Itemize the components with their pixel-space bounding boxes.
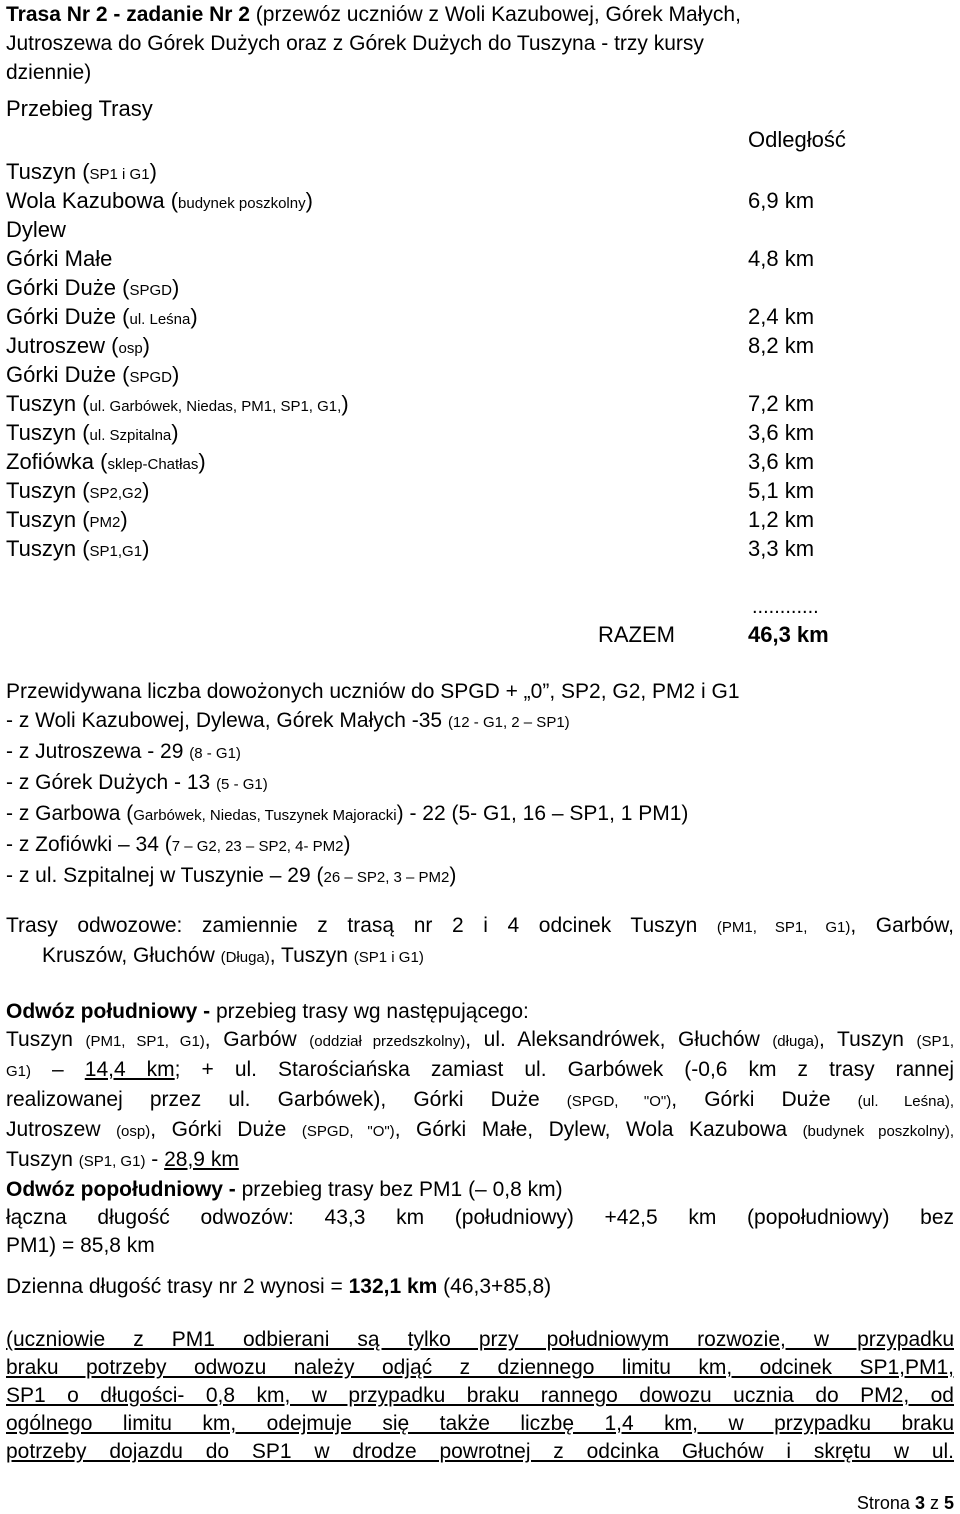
return-routes	[6, 912, 954, 972]
route-place	[6, 389, 349, 421]
daily-text: Dzienna długość trasy nr 2 wynosi =	[6, 1275, 349, 1298]
route-place-name: Tuszyn (	[6, 536, 90, 561]
route-place	[6, 447, 206, 479]
route-row	[6, 389, 946, 418]
route-place-end: )	[142, 478, 150, 503]
south-l1-1: (PM1, SP1, G1)	[85, 1033, 205, 1050]
return-line1-text: Trasy odwozowe: zamiennie z trasą nr 2 i 4 odcinek Tuszyn	[6, 914, 717, 937]
route-row	[6, 244, 946, 273]
south-l2-1: –	[31, 1058, 85, 1081]
south-l4-5: (budynek poszkolny),	[802, 1123, 954, 1140]
route-row	[6, 302, 946, 331]
return-line2-text: Kruszów, Głuchów	[42, 944, 221, 967]
return-line2-mid: , Tuszyn	[269, 944, 354, 967]
route-place-name: Górki Duże (	[6, 362, 130, 387]
title-line3: dziennie)	[6, 61, 92, 84]
afternoon-heading-bold: Odwóz popołudniowy -	[6, 1178, 236, 1201]
student-item-end: )	[343, 833, 351, 856]
route-distance: 4,8 km	[748, 246, 815, 271]
south-l4-0: Jutroszew	[6, 1118, 117, 1141]
footer-d: 5	[943, 1493, 954, 1513]
page-number	[857, 1493, 954, 1514]
route-place-end: )	[142, 333, 150, 358]
south-l3-1: (SPGD, "O")	[566, 1093, 672, 1110]
students-heading: Przewidywana liczba dowożonych uczniów do SPGD + „0”, SP2, G2, PM2 i G1	[6, 680, 740, 703]
route-place-end: )	[172, 362, 180, 387]
route-place-note: ul. Leśna	[129, 311, 191, 328]
route-distance: 8,2 km	[748, 333, 815, 358]
student-item-note: (12 - G1, 2 – SP1)	[447, 714, 570, 731]
route-distance: 3,6 km	[748, 449, 815, 474]
route-heading: Przebieg Trasy	[6, 96, 153, 121]
route-place-end: )	[171, 420, 179, 445]
route-place	[6, 331, 150, 363]
sum-dots: ............	[752, 596, 819, 618]
route-place-note: SP2,G2	[89, 485, 143, 502]
student-item-end: ) - 22 (5- G1, 16 – SP1, 1 PM1)	[396, 802, 689, 825]
document-title	[6, 0, 954, 87]
students-list	[6, 706, 954, 892]
route-place-name: Tuszyn (	[6, 507, 90, 532]
south-section	[6, 998, 954, 1260]
note-line3: SP1 o długości- 0,8 km, w przypadku braku rannego dowozu ucznia do PM2, od	[6, 1384, 954, 1407]
student-item-text: - z Zofiówki – 34 (	[6, 833, 172, 856]
route-place-note: SPGD	[129, 282, 172, 299]
south-l1-6: , Tuszyn	[819, 1028, 917, 1051]
sum-label: RAZEM	[598, 622, 675, 647]
south-l1-0: Tuszyn	[6, 1028, 86, 1051]
route-place	[6, 534, 149, 566]
south-l1-3: (oddział przedszkolny)	[309, 1033, 466, 1050]
south-l4-1: (osp)	[116, 1123, 151, 1140]
daily-calc: (46,3+85,8)	[437, 1275, 552, 1298]
south-l3-2: , Górki Duże	[671, 1088, 858, 1111]
return-line2-note: (Długa)	[220, 949, 270, 966]
student-item-note: Garbówek, Niedas, Tuszynek Majoracki	[133, 807, 397, 824]
route-place-note: ul. Szpitalna	[89, 427, 172, 444]
student-item	[6, 768, 954, 799]
distance-heading: Odległość	[748, 127, 846, 152]
note-line1: (uczniowie z PM1 odbierani są tylko przy południowym rozwozie, w przypadku	[6, 1328, 954, 1351]
route-place-end: )	[149, 159, 157, 184]
route-row	[6, 447, 946, 476]
route-place-note: sklep-Chatłas	[107, 456, 199, 473]
route-row	[6, 215, 946, 244]
route-row	[6, 505, 946, 534]
student-item	[6, 706, 954, 737]
route-place-name: Górki Duże (	[6, 275, 130, 300]
route-place	[6, 215, 66, 247]
route-row	[6, 476, 946, 505]
student-item-note: 7 – G2, 23 – SP2, 4- PM2	[171, 838, 344, 855]
route-place	[6, 186, 313, 218]
south-l2-3: ; + ul. Starościańska zamiast ul. Garbówek (-0,6 km z trasy rannej	[174, 1058, 954, 1081]
route-distance: 6,9 km	[748, 188, 815, 213]
afternoon-line2: PM1) = 85,8 km	[6, 1234, 155, 1257]
south-l4-2: , Górki Duże	[150, 1118, 302, 1141]
sum-value: 46,3 km	[748, 622, 829, 647]
return-line1-note: (PM1, SP1, G1)	[716, 919, 851, 936]
route-distance: 3,6 km	[748, 420, 815, 445]
route-row	[6, 157, 946, 186]
south-l5-3: 28,9 km	[164, 1148, 239, 1171]
title-line2: Jutroszewa do Górek Dużych oraz z Górek Dużych do Tuszyna - trzy kursy	[6, 32, 704, 55]
student-item-text: - z Górek Dużych - 13	[6, 771, 217, 794]
south-l5-1: (SP1, G1)	[78, 1153, 146, 1170]
route-distance: 3,3 km	[748, 536, 815, 561]
route-place-end: )	[142, 536, 150, 561]
students-section	[6, 677, 954, 892]
return-line2-note2: (SP1 i G1)	[353, 949, 424, 966]
footer-b: 3	[914, 1493, 925, 1513]
student-item-text: - z ul. Szpitalnej w Tuszynie – 29 (	[6, 864, 324, 887]
daily-total	[6, 1272, 954, 1301]
student-item-text: - z Woli Kazubowej, Dylewa, Górek Małych -35	[6, 709, 448, 732]
footer-a: Strona	[856, 1493, 915, 1513]
daily-value: 132,1 km	[348, 1275, 438, 1298]
route-place	[6, 505, 128, 537]
route-place-name: Dylew	[6, 217, 66, 242]
route-distance: 5,1 km	[748, 478, 815, 503]
note-section	[6, 1326, 954, 1466]
south-heading-bold: Odwóz południowy -	[6, 1000, 211, 1023]
south-l3-0: realizowanej przez ul. Garbówek), Górki Duże	[6, 1088, 567, 1111]
route-place-note: osp	[118, 340, 143, 357]
route-place	[6, 418, 179, 450]
route-place	[6, 244, 112, 276]
south-l4-4: , Górki Małe, Dylew, Wola Kazubowa	[394, 1118, 803, 1141]
return-line1-end: , Garbów,	[850, 914, 954, 937]
route-place-name: Górki Duże (	[6, 304, 130, 329]
route-place	[6, 273, 179, 305]
south-l5-0: Tuszyn	[6, 1148, 79, 1171]
route-place-end: )	[341, 391, 349, 416]
south-l5-2: -	[145, 1148, 165, 1171]
student-item	[6, 737, 954, 768]
route-place	[6, 476, 149, 508]
route-place-end: )	[120, 507, 128, 532]
route-row	[6, 534, 946, 563]
route-row	[6, 273, 946, 302]
route-place-name: Zofiówka (	[6, 449, 108, 474]
route-place-name: Tuszyn (	[6, 391, 90, 416]
route-place-end: )	[190, 304, 198, 329]
student-item	[6, 830, 954, 861]
route-place-note: SPGD	[129, 369, 172, 386]
student-item-note: (8 - G1)	[189, 745, 241, 762]
afternoon-line1: łączna długość odwozów: 43,3 km (południowy) +42,5 km (popołudniowy) bez	[6, 1206, 954, 1229]
south-l1-5: (długa)	[772, 1033, 820, 1050]
note-line2: braku potrzeby odwozu należy odjąć z dziennego limitu km, odcinek SP1,PM1,	[6, 1356, 954, 1379]
route-row	[6, 331, 946, 360]
route-place-name: Tuszyn (	[6, 478, 90, 503]
note-line4: ogólnego limitu km, odejmuje się także liczbę 1,4 km, w przypadku braku	[6, 1412, 954, 1435]
route-place-name: Górki Małe	[6, 246, 113, 271]
student-item-text: - z Jutroszewa - 29	[6, 740, 190, 763]
south-heading-rest: przebieg trasy wg następującego:	[210, 1000, 529, 1023]
route-row	[6, 186, 946, 215]
title-bold: Trasa Nr 2 - zadanie Nr 2	[6, 3, 250, 26]
student-item-note: 26 – SP2, 3 – PM2	[323, 869, 450, 886]
route-place-note: SP1 i G1	[89, 166, 150, 183]
route-place-end: )	[198, 449, 206, 474]
route-row	[6, 418, 946, 447]
route-place-name: Jutroszew (	[6, 333, 119, 358]
route-place-name: Wola Kazubowa (	[6, 188, 179, 213]
route-place	[6, 157, 157, 189]
note-line5: potrzeby dojazdu do SP1 w drodze powrotnej z odcinka Głuchów i skrętu w ul.	[6, 1440, 954, 1463]
south-l3-3: (ul. Leśna),	[857, 1093, 954, 1110]
title-rest: (przewóz uczniów z Woli Kazubowej, Górek Małych,	[249, 3, 741, 26]
route-place-end: )	[305, 188, 313, 213]
route-place-note: ul. Garbówek, Niedas, PM1, SP1, G1,	[89, 398, 342, 415]
route-place-note: SP1,G1	[89, 543, 143, 560]
south-l2-2: 14,4 km	[84, 1058, 175, 1081]
student-item	[6, 799, 954, 830]
route-place-name: Tuszyn (	[6, 159, 90, 184]
route-place	[6, 360, 179, 392]
student-item-text: - z Garbowa (	[6, 802, 134, 825]
south-l1-2: , Garbów	[204, 1028, 310, 1051]
footer-c: z	[924, 1493, 944, 1513]
route-place	[6, 302, 198, 334]
afternoon-heading-rest: przebieg trasy bez PM1 (– 0,8 km)	[235, 1178, 563, 1201]
route-place-end: )	[172, 275, 180, 300]
route-distance: 2,4 km	[748, 304, 815, 329]
student-item-note: (5 - G1)	[216, 776, 268, 793]
route-row	[6, 360, 946, 389]
south-l2-0: G1)	[6, 1063, 32, 1080]
student-item	[6, 861, 954, 892]
student-item-end: )	[449, 864, 457, 887]
south-l1-7: (SP1,	[916, 1033, 955, 1050]
route-place-name: Tuszyn (	[6, 420, 90, 445]
route-place-note: PM2	[89, 514, 121, 531]
route-distance: 1,2 km	[748, 507, 815, 532]
route-distance: 7,2 km	[748, 391, 815, 416]
route-place-note: budynek poszkolny	[178, 195, 306, 212]
south-l4-3: (SPGD, "O")	[301, 1123, 395, 1140]
south-l1-4: , ul. Aleksandrówek, Głuchów	[465, 1028, 773, 1051]
